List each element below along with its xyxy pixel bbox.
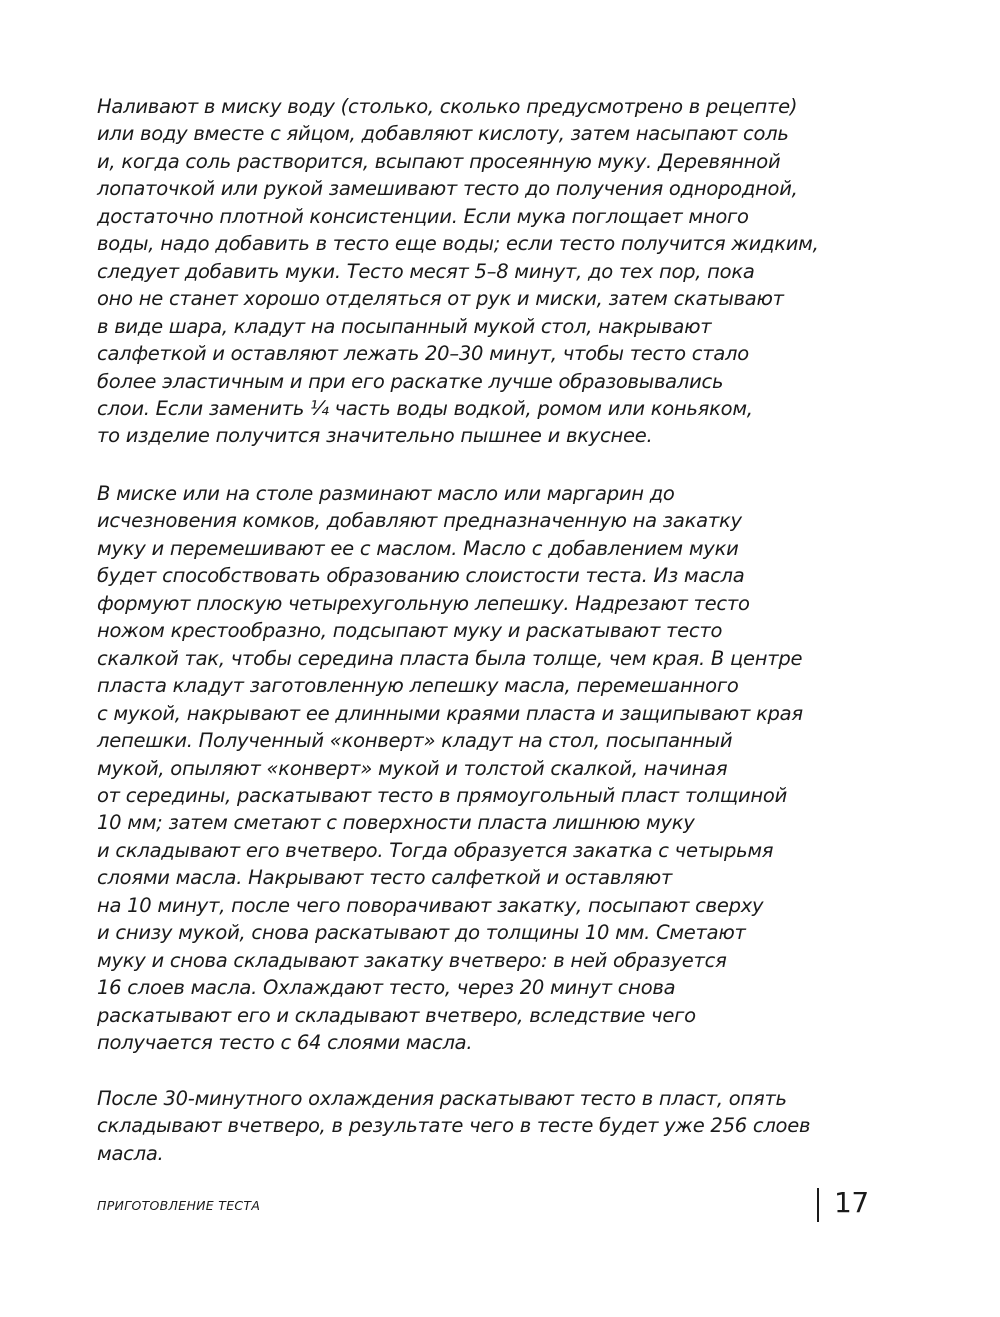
text-line: пласта кладут заготовленную лепешку масла, перемешанного — [97, 674, 739, 698]
text-line: более эластичным и при его раскатке лучше образовывались — [97, 369, 724, 393]
text-line: или воду вместе с яйцом, добавляют кислоту, затем насыпают соль — [97, 122, 789, 146]
paragraph-final-cooling — [97, 1085, 897, 1167]
text-line: от середины, раскатывают тесто в прямоугольный пласт толщиной — [97, 783, 788, 807]
text-line: ножом крестообразно, подсыпают муку и раскатывают тесто — [97, 619, 723, 643]
text-line: Наливают в миску воду (столько, сколько предусмотрено в рецепте) — [97, 95, 798, 118]
text-line: формуют плоскую четырехугольную лепешку. Надрезают тесто — [97, 591, 750, 615]
text-line: лепешки. Полученный «конверт» кладут на стол, посыпанный — [97, 729, 733, 753]
text-line: скалкой так, чтобы середина пласта была толще, чем края. В центре — [97, 646, 803, 670]
text-line: воды, надо добавить в тесто еще воды; если тесто получится жидким, — [97, 232, 819, 256]
text-line: с мукой, накрывают ее длинными краями пласта и защипывают края — [97, 701, 803, 725]
text-line: лопаточкой или рукой замешивают тесто до получения однородной, — [97, 177, 798, 201]
running-footer-section-title: ПРИГОТОВЛЕНИЕ ТЕСТА — [97, 1198, 261, 1213]
paragraph-butter-layering — [97, 480, 897, 1057]
text-line: достаточно плотной консистенции. Если мука поглощает много — [97, 204, 749, 228]
page-number-divider — [817, 1188, 819, 1222]
text-line: будет способствовать образованию слоистости теста. Из масла — [97, 564, 745, 588]
text-line: и складывают его вчетверо. Тогда образуется закатка с четырьмя — [97, 838, 774, 862]
text-line: то изделие получится значительно пышнее и вкуснее. — [97, 424, 653, 448]
text-line: раскатывают его и складывают вчетверо, вследствие чего — [97, 1003, 696, 1027]
text-line: муку и снова складывают закатку вчетверо: в ней образуется — [97, 948, 727, 972]
text-line: и снизу мукой, снова раскатывают до толщины 10 мм. Сметают — [97, 921, 746, 945]
text-line: мукой, опыляют «конверт» мукой и толстой скалкой, начиная — [97, 756, 728, 780]
text-line: В миске или на столе разминают масло или маргарин до — [97, 482, 675, 505]
text-line: в виде шара, кладут на посыпанный мукой стол, накрывают — [97, 314, 712, 338]
text-line: масла. — [97, 1141, 164, 1165]
text-line: муку и перемешивают ее с маслом. Масло с добавлением муки — [97, 536, 739, 560]
text-line: слоями масла. Накрывают тесто салфеткой и оставляют — [97, 866, 673, 890]
text-line: следует добавить муки. Тесто месят 5–8 минут, до тех пор, пока — [97, 259, 755, 283]
text-line: слои. Если заменить ¼ часть воды водкой, ромом или коньяком, — [97, 396, 753, 420]
text-line: салфеткой и оставляют лежать 20–30 минут, чтобы тесто стало — [97, 342, 749, 366]
text-line: 16 слоев масла. Охлаждают тесто, через 20 минут снова — [97, 976, 676, 1000]
text-line: и, когда соль растворится, всыпают просеянную муку. Деревянной — [97, 149, 781, 173]
page-number: 17 — [834, 1186, 869, 1219]
paragraph-dough-kneading — [97, 93, 897, 450]
text-line: получается тесто с 64 слоями масла. — [97, 1031, 473, 1055]
text-line: на 10 минут, после чего поворачивают закатку, посыпают сверху — [97, 893, 764, 917]
text-line: исчезновения комков, добавляют предназначенную на закатку — [97, 509, 742, 533]
text-line: оно не станет хорошо отделяться от рук и миски, затем скатывают — [97, 287, 784, 311]
text-line: складывают вчетверо, в результате чего в тесте будет уже 256 слоев — [97, 1114, 811, 1138]
text-line: 10 мм; затем сметают с поверхности пласта лишнюю муку — [97, 811, 695, 835]
text-line: После 30-минутного охлаждения раскатывают тесто в пласт, опять — [97, 1087, 787, 1110]
